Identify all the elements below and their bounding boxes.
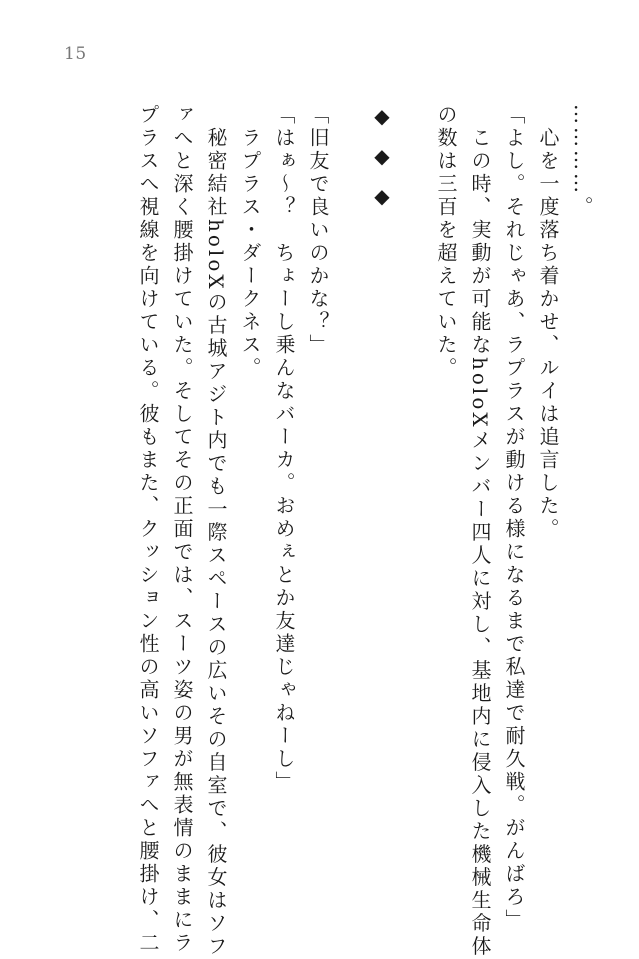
text-line: 秘密結社holoXの古城アジト内でも一際スペースの広いその自室で、彼女はソフ: [204, 104, 228, 959]
text-line: プラスへ視線を向けている。彼もまた、クッション性の高いソファへと腰掛け、二: [136, 104, 160, 955]
text-line: ァへと深く腰掛けていた。そしてその正面では、スーツ姿の男が無表情のままにラ: [170, 104, 194, 955]
page-number: 15: [64, 44, 87, 64]
scene-separator: ◆◆◆: [370, 104, 394, 224]
text-line: …………。: [570, 104, 594, 219]
text-line: の数は三百を超えていた。: [434, 104, 458, 380]
text-line: 「はぁ～？ ちょーし乗んなバーカ。おめぇとか友達じゃねーし」: [272, 104, 296, 794]
text-line: この時、実動が可能なholoXメンバー四人に対し、基地内に侵入した機械生命体: [468, 104, 492, 959]
text-line: 「よし。それじゃあ、ラプラスが動ける様になるまで私達で耐久戦。がんばろ」: [502, 104, 526, 932]
text-line: 心を一度落ち着かせ、ルイは追言した。: [536, 104, 560, 541]
text-line: ラプラス・ダークネス。: [238, 104, 262, 380]
vertical-text-body: [131, 104, 599, 959]
text-line: 「旧友で良いのかな？」: [306, 104, 330, 357]
